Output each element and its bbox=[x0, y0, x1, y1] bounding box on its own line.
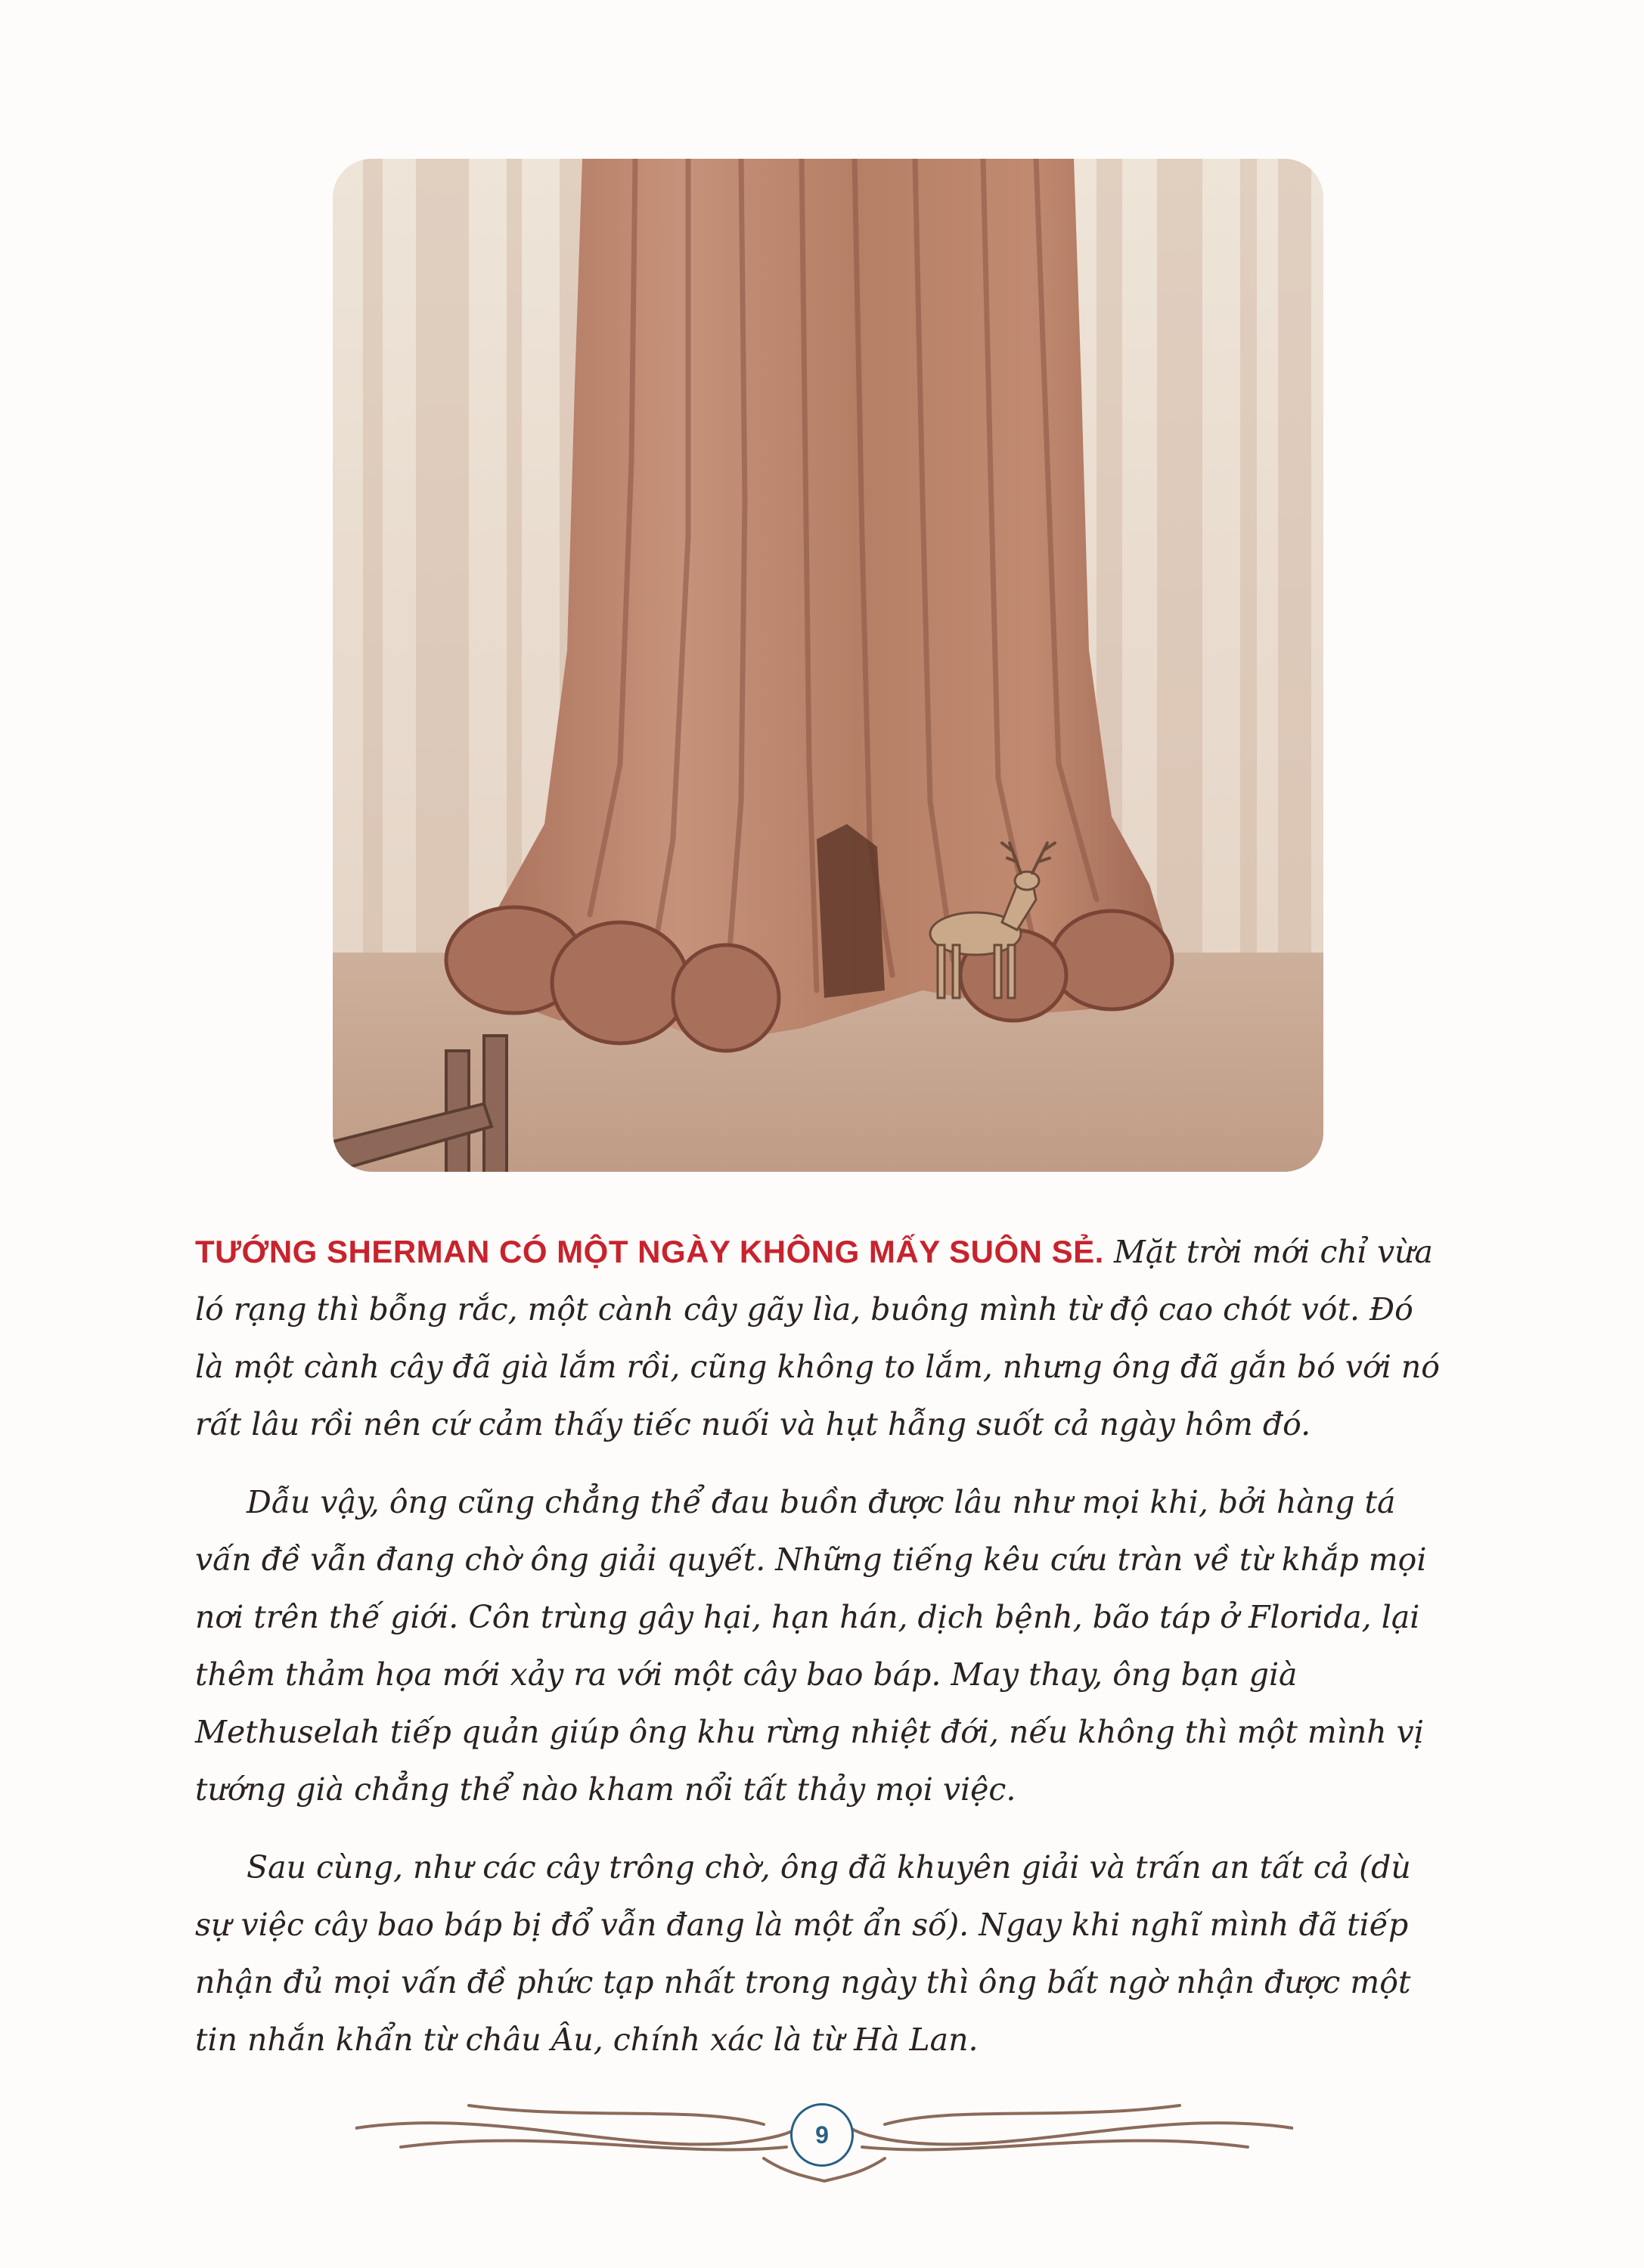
story-text bbox=[195, 1223, 1450, 2089]
paragraph-3: Sau cùng, như các cây trông chờ, ông đã khuyên giải và trấn an tất cả (dù sự việc cây bao báp bị đổ vẫn đang là một ẩn số). Ngay khi nghĩ mình đã tiếp nhận đủ mọi vấn đề phức tạp nhất trong ngày thì ông bất ngờ nhận được một tin nhắn khẩn từ châu Âu, chính xác là từ Hà Lan. bbox=[195, 1849, 1411, 2058]
page-number: 9 bbox=[790, 2103, 854, 2167]
paragraph-1 bbox=[195, 1223, 1450, 1453]
illustration-sequoia bbox=[333, 159, 1323, 1172]
paragraph-1-body: Mặt trời mới chỉ vừa ló rạng thì bỗng rắc, một cành cây gãy lìa, buông mình từ độ cao chót vót. Đó là một cành cây đã già lắm rồi, cũng không to lắm, nhưng ông đã gắn bó với nó rất lâu rồi nên cứ cảm thấy tiếc nuối và hụt hẫng suốt cả ngày hôm đó. bbox=[195, 1234, 1440, 1442]
section-heading: TƯỚNG SHERMAN CÓ MỘT NGÀY KHÔNG MẤY SUÔN SẺ. bbox=[195, 1234, 1104, 1269]
giant-sequoia-with-deer-illustration bbox=[333, 159, 1323, 1172]
paragraph-2: Dẫu vậy, ông cũng chẳng thể đau buồn được lâu như mọi khi, bởi hàng tá vấn đề vẫn đang chờ ông giải quyết. Những tiếng kêu cứu tràn về từ khắp mọi nơi trên thế giới. Côn trùng gây hại, hạn hán, dịch bệnh, bão táp ở Florida, lại thêm thảm họa mới xảy ra với một cây bao báp. May thay, ông bạn già Methuselah tiếp quản giúp ông khu rừng nhiệt đới, nếu không thì một mình vị tướng già chẳng thể nào kham nổi tất thảy mọi việc. bbox=[195, 1484, 1427, 1808]
